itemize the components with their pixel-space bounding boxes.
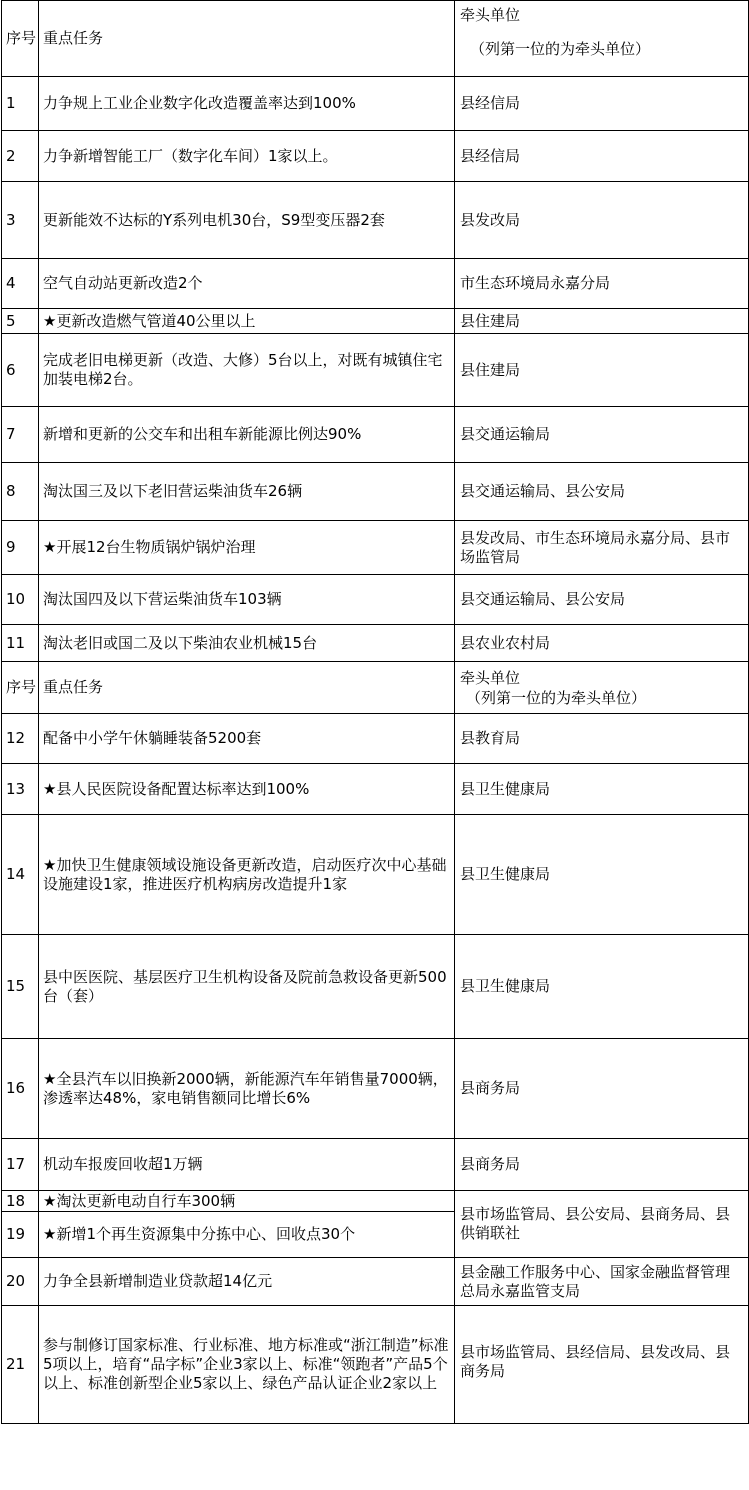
row-task: ★县人民医院设备配置达标率达到100% [39, 764, 455, 815]
table-row [2, 1191, 749, 1212]
row-number: 7 [2, 407, 39, 463]
row-lead-unit: 县卫生健康局 [455, 764, 749, 815]
table-row [2, 714, 749, 764]
row-lead-unit: 县住建局 [455, 309, 749, 334]
header-lead-unit-title: 牵头单位 [460, 6, 521, 24]
row-lead-unit: 市生态环境局永嘉分局 [455, 259, 749, 309]
header-row [2, 1, 749, 77]
row-lead-unit: 县经信局 [455, 131, 749, 182]
row-task: 淘汰国三及以下老旧营运柴油货车26辆 [39, 463, 455, 521]
row-task: ★全县汽车以旧换新2000辆，新能源汽车年销售量7000辆，渗透率达48%，家电销售额同比增长6% [39, 1039, 455, 1139]
row-lead-unit: 县交通运输局、县公安局 [455, 463, 749, 521]
row-number: 8 [2, 463, 39, 521]
table-row [2, 334, 749, 407]
row-task: 淘汰老旧或国二及以下柴油农业机械15台 [39, 625, 455, 662]
table-row [2, 1258, 749, 1306]
row-task: 机动车报废回收超1万辆 [39, 1139, 455, 1191]
row-lead-unit: 县教育局 [455, 714, 749, 764]
row-number: 6 [2, 334, 39, 407]
row-number: 18 [2, 1191, 39, 1212]
row-task: 完成老旧电梯更新（改造、大修）5台以上，对既有城镇住宅加装电梯2台。 [39, 334, 455, 407]
table-row [2, 182, 749, 259]
row-task: 新增和更新的公交车和出租车新能源比例达90% [39, 407, 455, 463]
row-task: 力争全县新增制造业贷款超14亿元 [39, 1258, 455, 1306]
table-row [2, 1306, 749, 1424]
row-number: 4 [2, 259, 39, 309]
row-number: 2 [2, 131, 39, 182]
table-row [2, 815, 749, 935]
table-row [2, 259, 749, 309]
row-task: 力争新增智能工厂（数字化车间）1家以上。 [39, 131, 455, 182]
row-task: 淘汰国四及以下营运柴油货车103辆 [39, 575, 455, 625]
table-row [2, 407, 749, 463]
table-row [2, 625, 749, 662]
row-lead-unit: 县商务局 [455, 1039, 749, 1139]
header-lead-unit [455, 1, 749, 77]
header-number: 序号 [2, 662, 39, 714]
row-task: 更新能效不达标的Y系列电机30台，S9型变压器2套 [39, 182, 455, 259]
row-lead-unit: 县金融工作服务中心、国家金融监督管理总局永嘉监管支局 [455, 1258, 749, 1306]
task-table [1, 0, 749, 1424]
header-lead-unit-note: （列第一位的为牵头单位） [470, 40, 651, 58]
row-task: 县中医医院、基层医疗卫生机构设备及院前急救设备更新500台（套） [39, 935, 455, 1039]
row-lead-unit: 县市场监管局、县公安局、县商务局、县供销联社 [455, 1191, 749, 1258]
row-lead-unit: 县交通运输局、县公安局 [455, 575, 749, 625]
header-lead-unit-title: 牵头单位 [460, 668, 521, 687]
row-task: 配备中小学午休躺睡装备5200套 [39, 714, 455, 764]
row-task: ★更新改造燃气管道40公里以上 [39, 309, 455, 334]
row-lead-unit: 县发改局、市生态环境局永嘉分局、县市场监管局 [455, 521, 749, 575]
table-row [2, 77, 749, 131]
row-number: 17 [2, 1139, 39, 1191]
table-row [2, 935, 749, 1039]
row-lead-unit: 县经信局 [455, 77, 749, 131]
row-number: 5 [2, 309, 39, 334]
row-lead-unit: 县农业农村局 [455, 625, 749, 662]
row-number: 9 [2, 521, 39, 575]
table-row [2, 1139, 749, 1191]
row-number: 21 [2, 1306, 39, 1424]
row-number: 16 [2, 1039, 39, 1139]
table-row [2, 1039, 749, 1139]
row-number: 15 [2, 935, 39, 1039]
row-number: 13 [2, 764, 39, 815]
row-lead-unit: 县市场监管局、县经信局、县发改局、县商务局 [455, 1306, 749, 1424]
table-row [2, 521, 749, 575]
row-number: 19 [2, 1212, 39, 1258]
table-row [2, 575, 749, 625]
row-task: ★淘汰更新电动自行车300辆 [39, 1191, 455, 1212]
table-row [2, 764, 749, 815]
row-task: ★开展12台生物质锅炉锅炉治理 [39, 521, 455, 575]
row-lead-unit: 县发改局 [455, 182, 749, 259]
header-lead-unit-note: （列第一位的为牵头单位） [466, 688, 647, 707]
row-number: 11 [2, 625, 39, 662]
row-task: 参与制修订国家标准、行业标准、地方标准或“浙江制造”标准5项以上，培育“品字标”企业3家以上、标准“领跑者”产品5个以上、标准创新型企业5家以上、绿色产品认证企业2家以上 [39, 1306, 455, 1424]
header-row [2, 662, 749, 714]
header-task: 重点任务 [39, 662, 455, 714]
row-number: 20 [2, 1258, 39, 1306]
row-task: ★加快卫生健康领域设施设备更新改造，启动医疗次中心基础设施建设1家，推进医疗机构病房改造提升1家 [39, 815, 455, 935]
table-row [2, 463, 749, 521]
row-lead-unit: 县卫生健康局 [455, 815, 749, 935]
table-row [2, 131, 749, 182]
header-lead-unit [455, 662, 749, 714]
row-lead-unit: 县商务局 [455, 1139, 749, 1191]
row-number: 14 [2, 815, 39, 935]
row-lead-unit: 县住建局 [455, 334, 749, 407]
row-lead-unit: 县交通运输局 [455, 407, 749, 463]
row-number: 10 [2, 575, 39, 625]
table-row [2, 309, 749, 334]
row-number: 3 [2, 182, 39, 259]
row-lead-unit: 县卫生健康局 [455, 935, 749, 1039]
header-task: 重点任务 [39, 1, 455, 77]
row-number: 1 [2, 77, 39, 131]
row-task: 空气自动站更新改造2个 [39, 259, 455, 309]
header-number: 序号 [2, 1, 39, 77]
row-task: ★新增1个再生资源集中分拣中心、回收点30个 [39, 1212, 455, 1258]
row-number: 12 [2, 714, 39, 764]
row-task: 力争规上工业企业数字化改造覆盖率达到100% [39, 77, 455, 131]
